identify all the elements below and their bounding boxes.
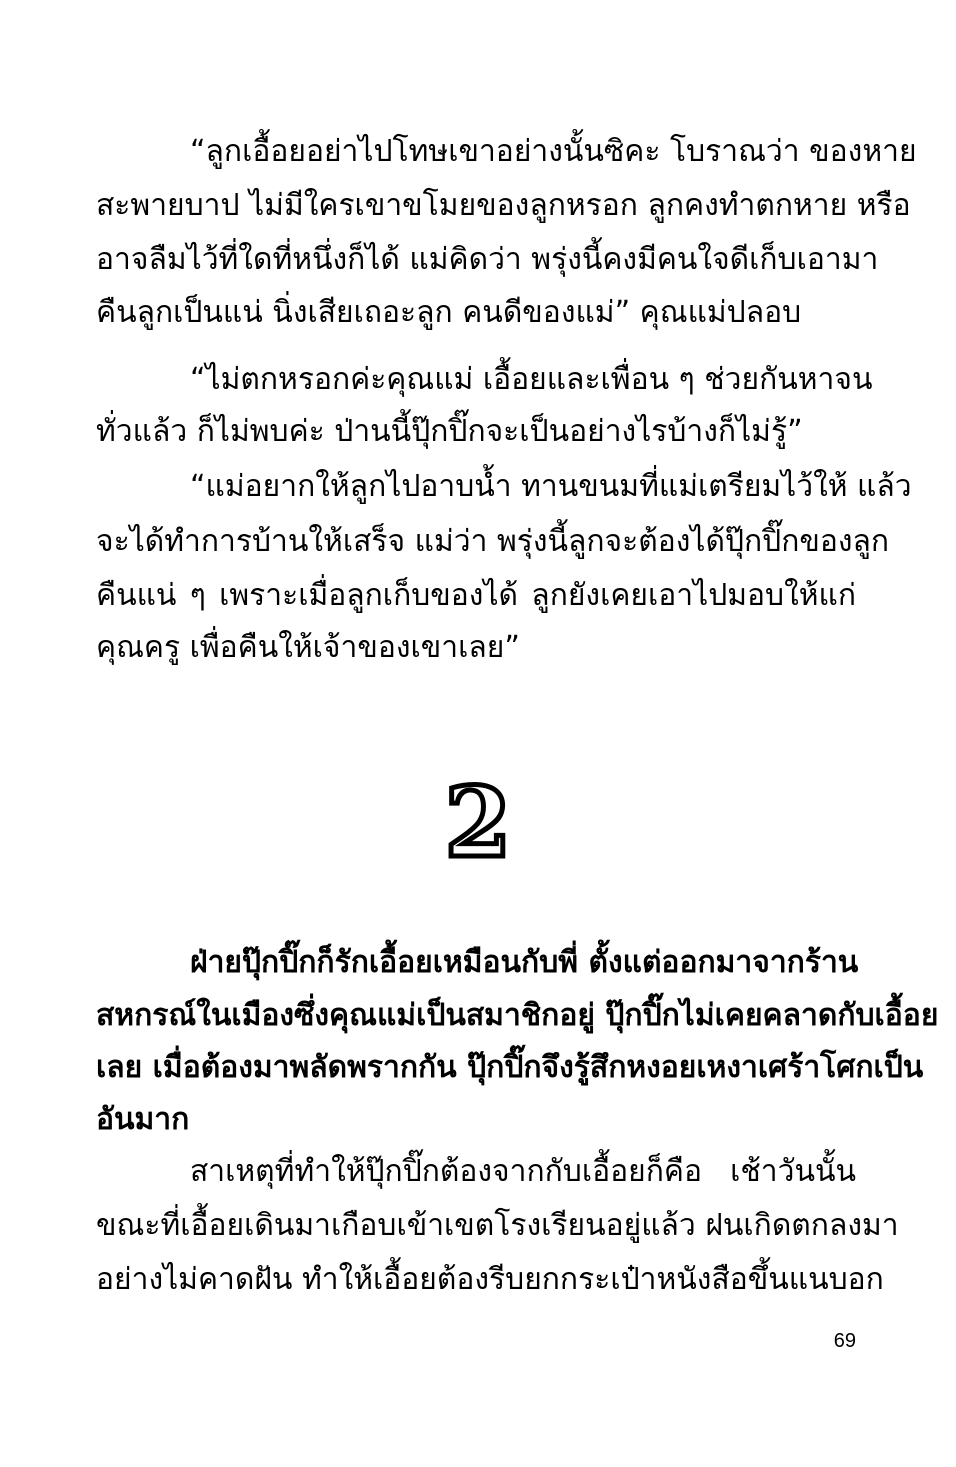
text-line: “ลูกเอื้อยอย่าไปโทษเขาอย่างนั้นซิคะ โบราณว่า ของหาย — [190, 134, 917, 169]
bold-text-line: อันมาก — [96, 1102, 190, 1137]
text-line: คืนแน่ ๆ เพราะเมื่อลูกเก็บของได้ ลูกยังเคยเอาไปมอบให้แก่ — [96, 578, 856, 613]
text-line: อย่างไม่คาดฝัน ทำให้เอื้อยต้องรีบยกกระเป๋าหนังสือขึ้นแนบอก — [96, 1262, 884, 1297]
text-line: “แม่อยากให้ลูกไปอาบน้ำ ทานขนมที่แม่เตรียมไว้ให้ แล้ว — [190, 469, 912, 504]
text-line: คุณครู เพื่อคืนให้เจ้าของเขาเลย” — [96, 630, 520, 665]
text-line: ทั่วแล้ว ก็ไม่พบค่ะ ป่านนี้ปุ๊กปิ๊กจะเป็นอย่างไรบ้างก็ไม่รู้” — [96, 414, 803, 449]
page-number: 69 — [833, 1330, 856, 1352]
text-line: จะได้ทำการบ้านให้เสร็จ แม่ว่า พรุ่งนี้ลูกจะต้องได้ปุ๊กปิ๊กของลูก — [96, 524, 890, 559]
text-line: สะพายบาป ไม่มีใครเขาขโมยของลูกหรอก ลูกคงทำตกหาย หรือ — [96, 188, 911, 223]
text-line: “ไม่ตกหรอกค่ะคุณแม่ เอื้อยและเพื่อน ๆ ช่วยกันหาจน — [190, 362, 873, 397]
chapter-number: 2 — [444, 766, 512, 879]
text-line: อาจลืมไว้ที่ใดที่หนึ่งก็ได้ แม่คิดว่า พรุ่งนี้คงมีคนใจดีเก็บเอามา — [96, 242, 879, 277]
bold-text-line: เลย เมื่อต้องมาพลัดพรากกัน ปุ๊กปิ๊กจึงรู้สึกหงอยเหงาเศร้าโศกเป็น — [96, 1050, 924, 1085]
text-line: คืนลูกเป็นแน่ นิ่งเสียเถอะลูก คนดีของแม่” คุณแม่ปลอบ — [96, 295, 802, 330]
bold-text-line: สหกรณ์ในเมืองซึ่งคุณแม่เป็นสมาชิกอยู่ ปุ๊กปิ๊กไม่เคยคลาดกับเอื้อย — [96, 998, 939, 1033]
text-line: สาเหตุที่ทำให้ปุ๊กปิ๊กต้องจากกับเอื้อยก็คือ เช้าวันนั้น — [190, 1154, 856, 1189]
text-line: ขณะที่เอื้อยเดินมาเกือบเข้าเขตโรงเรียนอยู่แล้ว ฝนเกิดตกลงมา — [96, 1208, 899, 1243]
bold-text-line: ฝ่ายปุ๊กปิ๊กก็รักเอื้อยเหมือนกับพี่ ตั้งแต่ออกมาจากร้าน — [190, 945, 859, 980]
